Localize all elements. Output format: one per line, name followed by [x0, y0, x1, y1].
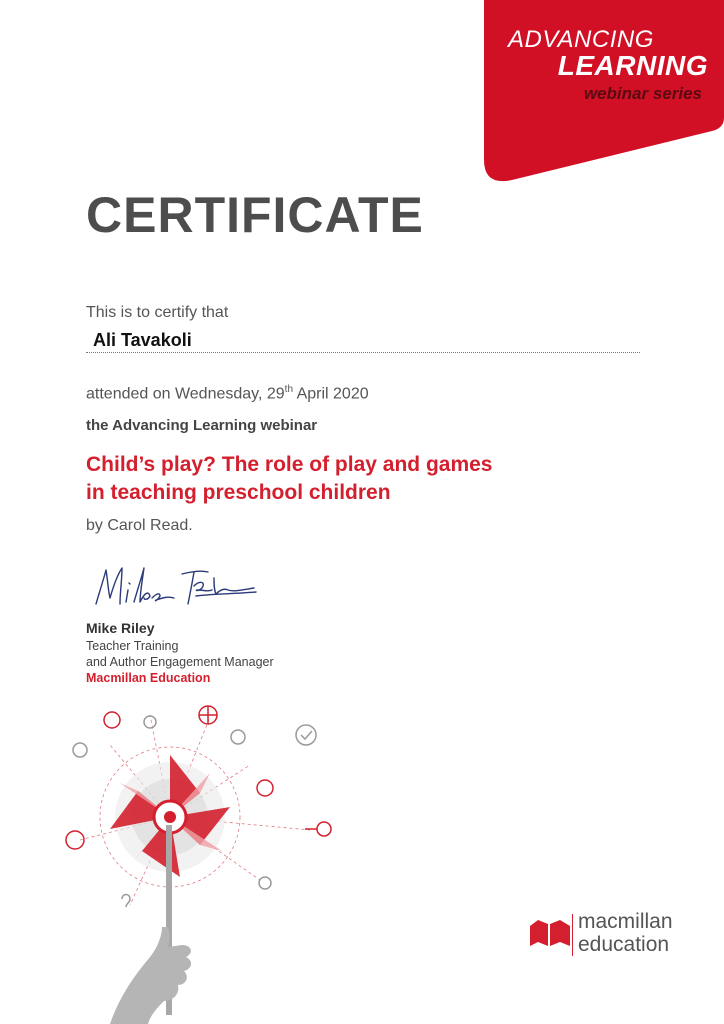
banner-webinar-series-text: webinar series: [583, 84, 702, 103]
advancing-learning-banner: [484, 0, 724, 182]
logo-text-macmillan: macmillan: [578, 910, 673, 933]
presenter-text: by Carol Read.: [86, 517, 193, 534]
pinwheel-illustration: [50, 695, 350, 1024]
attended-ordinal-suffix: th: [284, 384, 294, 395]
certificate-title: CERTIFICATE: [86, 187, 424, 243]
recipient-dotted-line: [86, 352, 640, 353]
banner-learning-text: LEARNING: [557, 50, 708, 81]
star-badge-icon: [104, 712, 120, 728]
signer-organization: Macmillan Education: [86, 671, 211, 685]
macmillan-education-logo: [528, 910, 698, 960]
logo-divider: [572, 914, 573, 956]
webinar-name: the Advancing Learning webinar: [86, 417, 318, 434]
magnifier-icon: [317, 822, 331, 836]
check-badge-icon: [296, 725, 316, 745]
signer-role-line2: and Author Engagement Manager: [86, 655, 274, 669]
macmillan-book-icon: [528, 916, 572, 950]
logo-text-education: education: [578, 933, 670, 956]
talk-title: [86, 451, 606, 507]
attended-rest: April 2020: [293, 385, 369, 403]
attended-date: [86, 384, 369, 403]
puzzle-icon: [73, 743, 87, 757]
certify-text: This is to certify that: [86, 304, 229, 321]
signer-role-line1: Teacher Training: [86, 639, 179, 653]
signature-image: [86, 560, 266, 614]
signer-name: Mike Riley: [86, 620, 155, 636]
gear-icon-red: [257, 780, 273, 796]
chat-icon: [144, 716, 156, 728]
soccer-ball-icon: [259, 877, 271, 889]
recipient-name: Ali Tavakoli: [93, 330, 192, 350]
gear-icon-grey: [231, 730, 245, 744]
banner-advancing-text: ADVANCING: [508, 26, 654, 53]
question-icon: [122, 895, 130, 908]
attended-prefix: attended on Wednesday, 29: [86, 385, 285, 403]
talk-title-line1: Child’s play? The role of play and games: [86, 453, 493, 476]
talk-title-line2: in teaching preschool children: [86, 481, 391, 504]
